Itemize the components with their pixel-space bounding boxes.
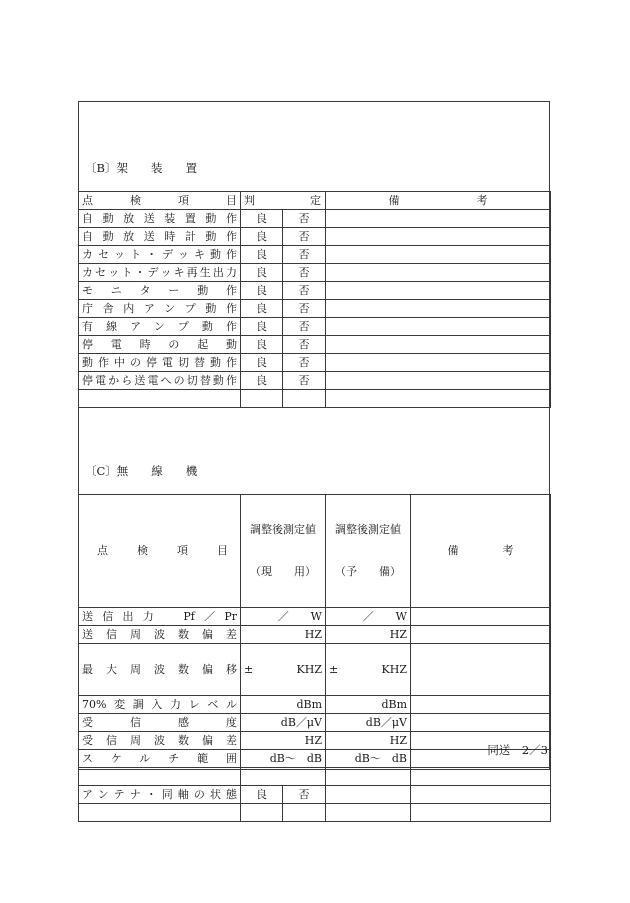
header-item: 点 検 項 目 xyxy=(79,192,241,210)
bad-mark[interactable]: 否 xyxy=(283,264,326,282)
item-label: 自動放送時計動作 xyxy=(79,228,241,246)
item-label: 停電時の起動 xyxy=(79,336,241,354)
blank-cell[interactable] xyxy=(411,768,551,786)
blank-cell[interactable] xyxy=(326,804,411,822)
current-value[interactable]: dB／μV xyxy=(241,714,326,732)
table-row xyxy=(79,626,551,644)
blank-cell[interactable] xyxy=(411,804,551,822)
table-row xyxy=(79,714,551,732)
blank-cell[interactable] xyxy=(241,804,283,822)
spare-value[interactable]: HZ xyxy=(326,626,411,644)
item-label: 70%変調入力レベル xyxy=(79,696,241,714)
header-item: 点 検 項 目 xyxy=(79,495,241,608)
item-label: 有線アンプ動作 xyxy=(79,318,241,336)
item-label: カセット・デッキ再生出力 xyxy=(79,264,241,282)
table-row xyxy=(79,336,551,354)
spare-value[interactable]: HZ xyxy=(326,732,411,750)
table-row xyxy=(79,372,551,390)
good-mark[interactable]: 良 xyxy=(241,300,283,318)
spare-value[interactable]: dBm xyxy=(326,696,411,714)
current-value[interactable]: HZ xyxy=(241,626,326,644)
section-b-table xyxy=(78,191,551,408)
current-value[interactable]: dBm xyxy=(241,696,326,714)
header-judgement: 判 定 xyxy=(241,192,283,210)
remarks-cell[interactable] xyxy=(411,786,551,804)
bad-mark[interactable]: 否 xyxy=(283,300,326,318)
remarks-cell[interactable] xyxy=(326,246,551,264)
item-label: 自動放送装置動作 xyxy=(79,210,241,228)
item-label: 受信周波数偏差 xyxy=(79,732,241,750)
spare-value[interactable]: dB／μV xyxy=(326,714,411,732)
header-remarks: 備 考 xyxy=(411,495,551,608)
table-row xyxy=(79,264,551,282)
blank-cell[interactable] xyxy=(326,390,551,408)
remarks-cell[interactable] xyxy=(411,696,551,714)
section-c-title: 〔C〕無 線 機 xyxy=(85,464,198,478)
bad-mark[interactable]: 否 xyxy=(283,354,326,372)
antenna-row xyxy=(79,786,551,804)
table-row xyxy=(79,608,551,626)
blank-cell[interactable] xyxy=(79,390,241,408)
blank-cell[interactable] xyxy=(79,804,241,822)
remarks-cell[interactable] xyxy=(411,714,551,732)
current-value[interactable]: ± KHZ xyxy=(241,644,326,696)
good-mark[interactable]: 良 xyxy=(241,246,283,264)
table-row xyxy=(79,282,551,300)
current-value[interactable]: ／ W xyxy=(241,608,326,626)
table-row xyxy=(79,644,551,696)
bad-mark[interactable]: 否 xyxy=(283,318,326,336)
bad-mark[interactable]: 否 xyxy=(283,228,326,246)
remarks-cell[interactable] xyxy=(326,300,551,318)
bad-mark[interactable]: 否 xyxy=(283,282,326,300)
remarks-cell[interactable] xyxy=(326,264,551,282)
good-mark[interactable]: 良 xyxy=(241,336,283,354)
spare-value[interactable]: ／ W xyxy=(326,608,411,626)
item-label: 送信出力 Pf／Pr xyxy=(79,608,241,626)
header-spare: 調整後測定値 （予 備） xyxy=(326,495,411,608)
bad-mark[interactable]: 否 xyxy=(283,786,326,804)
remarks-cell[interactable] xyxy=(411,608,551,626)
item-label: 送信周波数偏差 xyxy=(79,626,241,644)
table-row-blank xyxy=(79,768,551,786)
item-label: 受信感度 xyxy=(79,714,241,732)
remarks-cell[interactable] xyxy=(326,318,551,336)
item-label: 停電から送電への切替動作 xyxy=(79,372,241,390)
blank-cell[interactable] xyxy=(241,768,326,786)
item-label: 最大周波数偏移 xyxy=(79,644,241,696)
section-c-table xyxy=(78,494,551,822)
remarks-cell[interactable] xyxy=(326,228,551,246)
remarks-cell[interactable] xyxy=(326,372,551,390)
good-mark[interactable]: 良 xyxy=(241,228,283,246)
good-mark[interactable]: 良 xyxy=(241,354,283,372)
item-label: 庁舎内アンプ動作 xyxy=(79,300,241,318)
section-b-title: 〔B〕架 装 置 xyxy=(85,161,197,175)
section-c-header-row xyxy=(79,495,551,608)
remarks-cell[interactable] xyxy=(326,282,551,300)
spare-value[interactable]: ± KHZ xyxy=(326,644,411,696)
remarks-cell[interactable] xyxy=(411,626,551,644)
table-row xyxy=(79,732,551,750)
blank-cell[interactable] xyxy=(241,390,283,408)
bad-mark[interactable]: 否 xyxy=(283,210,326,228)
table-row-blank xyxy=(79,390,551,408)
item-label: 動作中の停電切替動作 xyxy=(79,354,241,372)
spare-value[interactable]: dB～ dB xyxy=(326,750,411,768)
header-remarks: 備 考 xyxy=(326,192,551,210)
bad-mark[interactable]: 否 xyxy=(283,246,326,264)
good-mark[interactable]: 良 xyxy=(241,264,283,282)
header-current: 調整後測定値 （現 用） xyxy=(241,495,326,608)
item-label: スケルチ範囲 xyxy=(79,750,241,768)
current-value[interactable]: HZ xyxy=(241,732,326,750)
table-row xyxy=(79,210,551,228)
current-value[interactable]: dB～ dB xyxy=(241,750,326,768)
item-label: アンテナ・同軸の状態 xyxy=(79,786,241,804)
blank-cell[interactable] xyxy=(283,804,326,822)
remarks-cell[interactable] xyxy=(326,354,551,372)
blank-cell[interactable] xyxy=(326,786,411,804)
good-mark[interactable]: 良 xyxy=(241,282,283,300)
blank-cell[interactable] xyxy=(79,768,241,786)
table-row xyxy=(79,696,551,714)
table-row xyxy=(79,318,551,336)
blank-cell[interactable] xyxy=(283,390,326,408)
good-mark[interactable]: 良 xyxy=(241,786,283,804)
table-row xyxy=(79,750,551,768)
page-footer: 同送 2／3 xyxy=(487,743,548,757)
table-row xyxy=(79,246,551,264)
remarks-cell[interactable] xyxy=(411,644,551,696)
item-label: カセット・デッキ動作 xyxy=(79,246,241,264)
table-row xyxy=(79,300,551,318)
good-mark[interactable]: 良 xyxy=(241,318,283,336)
item-label: モニター動作 xyxy=(79,282,241,300)
good-mark[interactable]: 良 xyxy=(241,372,283,390)
blank-cell[interactable] xyxy=(326,768,411,786)
bad-mark[interactable]: 否 xyxy=(283,336,326,354)
table-row-blank xyxy=(79,804,551,822)
table-row xyxy=(79,228,551,246)
table-row xyxy=(79,354,551,372)
bad-mark[interactable]: 否 xyxy=(283,372,326,390)
good-mark[interactable]: 良 xyxy=(241,210,283,228)
section-b-header-row xyxy=(79,192,551,210)
remarks-cell[interactable] xyxy=(326,336,551,354)
remarks-cell[interactable] xyxy=(326,210,551,228)
